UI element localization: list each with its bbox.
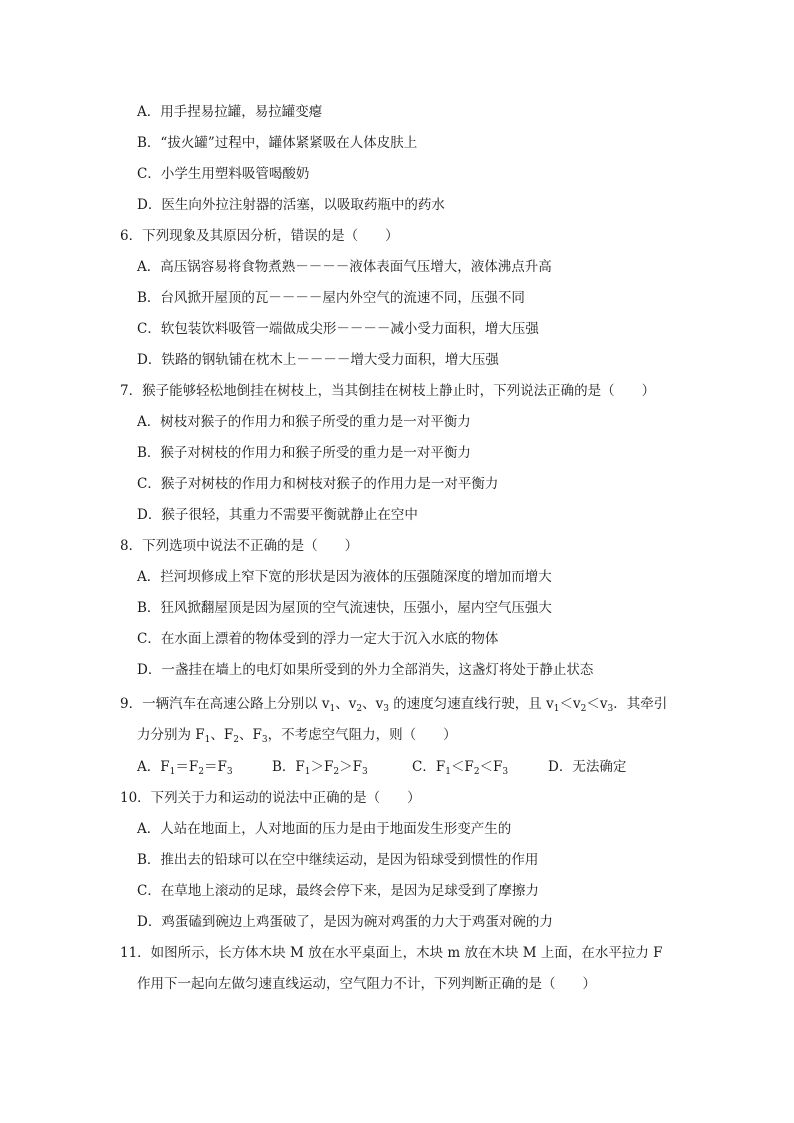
q9-stem: 9．一辆汽车在高速公路上分别以 $v_1$、$v_2$、$v_3$ 的速度匀速直线行驶，且 $v_1<v_2<v_3$．其牵引 <box>120 696 668 714</box>
q8-option-a: A．拦河坝修成上窄下宽的形状是因为液体的压强随深度的增加而增大 <box>137 569 552 585</box>
q6-option-d: D．铁路的钢轨铺在枕木上－－－－增大受力面积，增大压强 <box>137 352 499 368</box>
q10-option-c: C．在草地上滚动的足球，最终会停下来，是因为足球受到了摩擦力 <box>137 883 539 899</box>
q11-stem: 11．如图所示，长方体木块 M 放在水平桌面上，木块 m 放在木块 M 上面，在水平拉力 F <box>120 945 663 961</box>
q10-option-b: B．推出去的铅球可以在空中继续运动，是因为铅球受到惯性的作用 <box>137 852 539 868</box>
q6-option-b: B．台风掀开屋顶的瓦－－－－屋内外空气的流速不同，压强不同 <box>137 290 525 306</box>
q9-stem-continued: 力分别为 $F_1$、$F_2$、$F_3$，不考虑空气阻力，则（ ） <box>137 727 457 745</box>
q6-option-c: C．软包装饮料吸管一端做成尖形－－－－减小受力面积，增大压强 <box>137 321 539 337</box>
q7-stem: 7．猴子能够轻松地倒挂在树枝上，当其倒挂在树枝上静止时，下列说法正确的是（ ） <box>120 383 656 399</box>
q9-option-b: B．$F_1>F_2>F_3$ <box>272 759 368 777</box>
q7-option-a: A．树枝对猴子的作用力和猴子所受的重力是一对平衡力 <box>137 414 471 430</box>
q11-stem-continued: 作用下一起向左做匀速直线运动，空气阻力不计，下列判断正确的是（ ） <box>137 976 596 992</box>
q8-stem: 8．下列选项中说法不正确的是（ ） <box>120 538 359 554</box>
q10-option-a: A．人站在地面上，人对地面的压力是由于地面发生形变产生的 <box>137 821 512 837</box>
q5-option-a: A．用手捏易拉罐，易拉罐变瘪 <box>137 104 323 120</box>
q9-option-a: A．$F_1=F_2=F_3$ <box>137 759 233 777</box>
q8-option-c: C．在水面上漂着的物体受到的浮力一定大于沉入水底的物体 <box>137 631 499 647</box>
q5-option-b: B．“拔火罐”过程中，罐体紧紧吸在人体皮肤上 <box>137 135 418 151</box>
q5-option-c: C．小学生用塑料吸管喝酸奶 <box>137 166 310 182</box>
q8-option-b: B．狂风掀翻屋顶是因为屋顶的空气流速快，压强小，屋内空气压强大 <box>137 600 552 616</box>
q9-option-c: C．$F_1<F_2<F_3$ <box>412 759 509 777</box>
q5-option-d: D．医生向外拉注射器的活塞，以吸取药瓶中的药水 <box>137 197 445 213</box>
q10-option-d: D．鸡蛋磕到碗边上鸡蛋破了，是因为碗对鸡蛋的力大于鸡蛋对碗的力 <box>137 914 553 930</box>
q8-option-d: D．一盏挂在墙上的电灯如果所受到的外力全部消失，这盏灯将处于静止状态 <box>137 662 594 678</box>
q7-option-b: B．猴子对树枝的作用力和猴子所受的重力是一对平衡力 <box>137 445 471 461</box>
q6-option-a: A．高压锅容易将食物煮熟－－－－液体表面气压增大，液体沸点升高 <box>137 259 552 275</box>
q10-stem: 10．下列关于力和运动的说法中正确的是（ ） <box>120 790 421 806</box>
q7-option-c: C．猴子对树枝的作用力和树枝对猴子的作用力是一对平衡力 <box>137 476 499 492</box>
q7-option-d: D．猴子很轻，其重力不需要平衡就静止在空中 <box>137 507 418 523</box>
q9-option-d: D．无法确定 <box>548 759 627 775</box>
q6-stem: 6．下列现象及其原因分析，错误的是（ ） <box>120 228 399 244</box>
